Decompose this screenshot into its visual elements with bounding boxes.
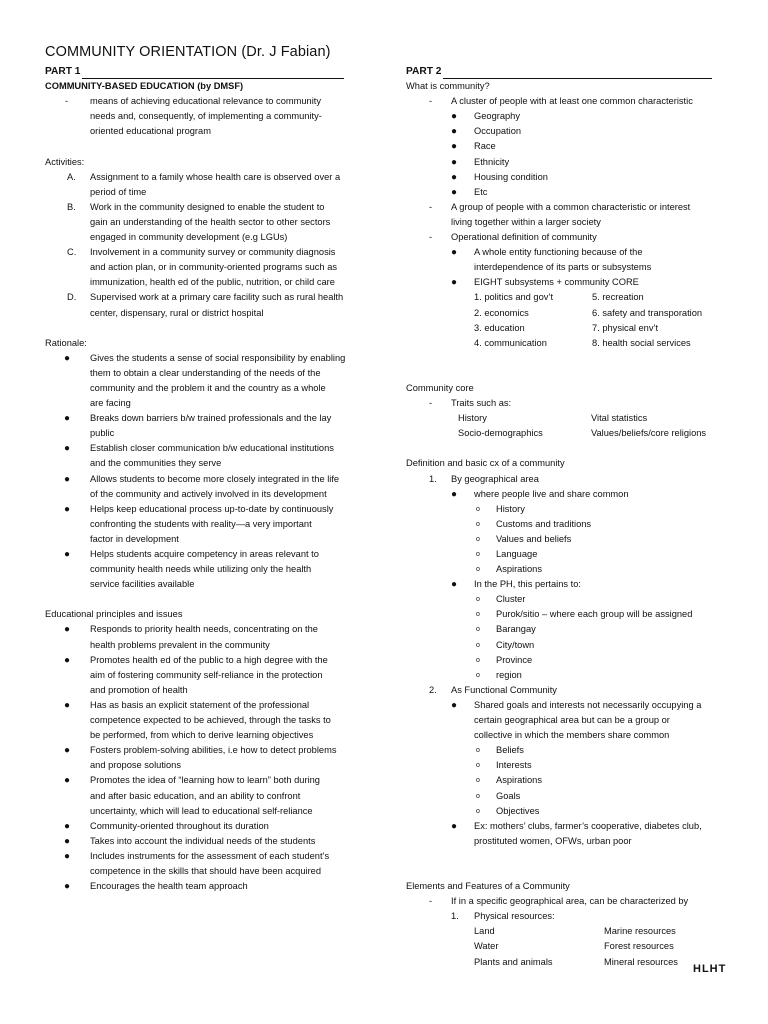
definition-label: Definition and basic cx of a community bbox=[406, 458, 565, 469]
geo-items-list bbox=[406, 502, 736, 577]
text-line: region bbox=[496, 669, 522, 680]
part1-rule bbox=[82, 69, 344, 79]
text-line: of the community and actively involved in its development bbox=[90, 488, 327, 499]
principle-item bbox=[45, 819, 365, 834]
characteristics-list bbox=[406, 109, 736, 200]
item-marker: o bbox=[476, 596, 480, 604]
text-line: aim of fostering community self-reliance in the protection bbox=[90, 669, 323, 680]
text-line: Goals bbox=[496, 790, 521, 801]
part1-column bbox=[45, 64, 365, 894]
text-line: Values and beliefs bbox=[496, 533, 572, 544]
text-line: Involvement in a community survey or community diagnosis bbox=[90, 247, 336, 258]
item-text bbox=[474, 155, 736, 170]
item-marker: B. bbox=[67, 201, 76, 212]
func-items-list bbox=[406, 743, 736, 818]
item-marker: ● bbox=[64, 352, 71, 364]
item-text bbox=[496, 607, 736, 622]
item-marker: o bbox=[476, 807, 480, 815]
item-text bbox=[474, 185, 736, 200]
func-bullet: ● Shared goals and interests not necessarily occupying a certain geographical area but can be a group or collective in which the members share common bbox=[406, 698, 736, 743]
item-marker: o bbox=[476, 777, 480, 785]
item-marker: ● bbox=[64, 745, 71, 757]
traits-grid bbox=[458, 411, 736, 441]
text-line: gain an understanding of the health sector to other sectors bbox=[90, 216, 331, 227]
part2-column bbox=[406, 64, 736, 970]
item-marker: o bbox=[476, 626, 480, 634]
subsystem-cell: 8. health social services bbox=[592, 337, 691, 348]
principle-item bbox=[45, 622, 365, 652]
text-line: and action plan, or in community-oriented programs such as bbox=[90, 262, 338, 273]
text-line: are facing bbox=[90, 398, 131, 409]
dash-marker: - bbox=[65, 96, 69, 107]
text-line: Promotes health ed of the public to a high degree with the bbox=[90, 654, 328, 665]
item-text bbox=[90, 547, 365, 592]
item-marker: ● bbox=[451, 126, 458, 138]
definition-item: - A group of people with a common characteristic or interest living together within a larger society bbox=[406, 200, 736, 230]
principle-item bbox=[45, 849, 365, 879]
physical-resources-item: 1. Physical resources: bbox=[451, 911, 555, 922]
subsystem-cell: 7. physical env’t bbox=[592, 322, 659, 333]
rationale-list bbox=[45, 351, 365, 593]
item-text bbox=[90, 200, 365, 245]
text-line: Etc bbox=[474, 186, 488, 197]
geo-subitem bbox=[406, 547, 736, 562]
trait-cell: Vital statistics bbox=[591, 413, 648, 424]
text-line: center, dispensary, rural or district hospital bbox=[90, 307, 264, 318]
text-line: living together within a larger society bbox=[451, 216, 601, 227]
item-text bbox=[90, 170, 365, 200]
text-line: Aspirations bbox=[496, 564, 542, 575]
item-text bbox=[474, 109, 736, 124]
rationale-item bbox=[45, 502, 365, 547]
item-marker: ● bbox=[64, 881, 71, 893]
item-marker: o bbox=[476, 671, 480, 679]
text-line: immunization, health ed of the public, nutrition, or child care bbox=[90, 277, 335, 288]
characteristic-item bbox=[406, 170, 736, 185]
item-text bbox=[90, 834, 365, 849]
activity-item bbox=[45, 200, 365, 245]
resource-cell: Plants and animals bbox=[474, 956, 553, 967]
item-text bbox=[90, 411, 365, 441]
item-text bbox=[496, 547, 736, 562]
item-marker: o bbox=[476, 520, 480, 528]
activities-label: Activities: bbox=[45, 156, 85, 167]
item-text bbox=[474, 170, 736, 185]
item-marker: ● bbox=[64, 654, 71, 666]
part2-rule bbox=[443, 69, 712, 79]
resource-cell: Water bbox=[474, 941, 499, 952]
item-marker: ● bbox=[64, 503, 71, 515]
text-line: and propose solutions bbox=[90, 760, 181, 771]
item-marker: ● bbox=[451, 141, 458, 153]
text-line: Establish closer communication b/w educational institutions bbox=[90, 443, 334, 454]
activity-item bbox=[45, 245, 365, 290]
item-text bbox=[90, 441, 365, 471]
definition-item: - Operational definition of community bbox=[429, 232, 597, 243]
principles-list bbox=[45, 622, 365, 894]
item-text bbox=[496, 562, 736, 577]
characteristic-item bbox=[406, 185, 736, 200]
trait-cell: Values/beliefs/core religions bbox=[591, 428, 707, 439]
text-line: service facilities available bbox=[90, 579, 195, 590]
item-text bbox=[474, 124, 736, 139]
footer-label: HLHT bbox=[693, 963, 727, 975]
item-marker: ● bbox=[451, 186, 458, 198]
subsystem-cell: 6. safety and transporation bbox=[592, 307, 703, 318]
text-line: Responds to priority health needs, concentrating on the bbox=[90, 624, 318, 635]
text-line: Customs and traditions bbox=[496, 518, 592, 529]
text-line: them to obtain a clear understanding of the needs of the bbox=[90, 367, 321, 378]
text-line: collective in which the members share common bbox=[474, 730, 670, 741]
item-marker: C. bbox=[67, 247, 77, 258]
resource-cell: Marine resources bbox=[604, 926, 676, 937]
text-line: Beliefs bbox=[496, 745, 524, 756]
text-line: competence in the skills that should have been acquired bbox=[90, 865, 322, 876]
community-question: What is community? bbox=[406, 81, 490, 92]
operational-item: ● EIGHT subsystems + community CORE bbox=[451, 277, 639, 289]
subsystem-cell: 1. politics and gov’t bbox=[474, 292, 554, 303]
subsystem-cell: 2. economics bbox=[474, 307, 529, 318]
item-text bbox=[90, 849, 365, 879]
item-text bbox=[496, 804, 736, 819]
text-line: engaged in community development (e.g LGUs) bbox=[90, 232, 288, 243]
text-line: competence expected to be achieved, through the tasks to bbox=[90, 715, 331, 726]
text-line: Barangay bbox=[496, 624, 536, 635]
text-line: Supervised work at a primary care facility such as rural health bbox=[90, 292, 344, 303]
text-line: Helps students acquire competency in areas relevant to bbox=[90, 549, 319, 559]
func-subitem bbox=[406, 789, 736, 804]
item-marker: ● bbox=[64, 775, 71, 787]
part1-subheading: COMMUNITY-BASED EDUCATION (by DMSF) bbox=[45, 81, 244, 92]
item-marker: ● bbox=[64, 624, 71, 636]
elements-item: - If in a specific geographical area, can be characterized by bbox=[429, 896, 689, 907]
func-item: 2. As Functional Community bbox=[429, 684, 557, 695]
characteristic-item bbox=[406, 124, 736, 139]
subsystem-cell: 3. education bbox=[474, 322, 525, 333]
text-line: confronting the students with reality—a very important bbox=[90, 518, 312, 529]
item-marker: ● bbox=[64, 835, 71, 847]
principle-item bbox=[45, 653, 365, 698]
text-line: Occupation bbox=[474, 126, 522, 137]
text-line: public bbox=[90, 428, 115, 439]
text-line: City/town bbox=[496, 639, 535, 650]
text-line: Has as basis an explicit statement of the professional bbox=[90, 699, 310, 710]
text-line: means of achieving educational relevance to community bbox=[90, 96, 322, 107]
geo-subitem bbox=[406, 638, 736, 653]
text-line: Fosters problem-solving abilities, i.e how to detect problems bbox=[90, 745, 337, 756]
geo-subitem bbox=[406, 622, 736, 637]
text-line: Includes instruments for the assessment of each student’s bbox=[90, 850, 330, 861]
subsystem-cell: 4. communication bbox=[474, 337, 547, 348]
item-marker: ● bbox=[64, 850, 71, 862]
part2-heading: PART 2 bbox=[406, 64, 736, 79]
item-text bbox=[496, 532, 736, 547]
item-marker: o bbox=[476, 566, 480, 574]
func-subitem bbox=[406, 773, 736, 788]
text-line: be performed, from which to derive learning objectives bbox=[90, 730, 314, 741]
item-text bbox=[496, 638, 736, 653]
rationale-item bbox=[45, 441, 365, 471]
text-line: Community-oriented throughout its duration bbox=[90, 820, 269, 831]
text-line: Breaks down barriers b/w trained professionals and the lay bbox=[90, 413, 332, 424]
resource-cell: Forest resources bbox=[604, 941, 674, 952]
text-line: Language bbox=[496, 549, 538, 559]
item-marker: o bbox=[476, 762, 480, 770]
geo-subitem bbox=[406, 653, 736, 668]
text-line: Purok/sitio – where each group will be assigned bbox=[496, 609, 693, 620]
item-marker: o bbox=[476, 611, 480, 619]
item-marker: ● bbox=[451, 111, 458, 123]
item-text bbox=[496, 592, 736, 607]
item-marker: o bbox=[476, 551, 480, 558]
text-line: Assignment to a family whose health care is observed over a bbox=[90, 171, 341, 182]
item-text bbox=[90, 743, 365, 773]
func-subitem bbox=[406, 758, 736, 773]
principle-item bbox=[45, 879, 365, 894]
text-line: health problems prevalent in the community bbox=[90, 639, 270, 650]
geo-subitem bbox=[406, 668, 736, 683]
item-text bbox=[496, 653, 736, 668]
activity-item bbox=[45, 290, 365, 320]
item-marker: o bbox=[476, 505, 480, 513]
text-line: community health needs while utilizing only the health bbox=[90, 564, 312, 575]
text-line: Housing condition bbox=[474, 171, 548, 182]
item-text bbox=[90, 773, 365, 818]
text-line: Shared goals and interests not necessarily occupying a bbox=[474, 699, 702, 710]
text-line: Interests bbox=[496, 760, 532, 771]
trait-cell: History bbox=[458, 413, 487, 424]
elements-label: Elements and Features of a Community bbox=[406, 881, 570, 892]
geo-subitem bbox=[406, 562, 736, 577]
item-marker: o bbox=[476, 747, 480, 755]
text-line: Encourages the health team approach bbox=[90, 881, 248, 892]
item-text bbox=[496, 789, 736, 804]
characteristic-item bbox=[406, 109, 736, 124]
item-text bbox=[496, 517, 736, 532]
item-text bbox=[474, 139, 736, 154]
text-line: Province bbox=[496, 654, 533, 665]
text-line: and promotion of health bbox=[90, 684, 188, 695]
item-marker: ● bbox=[64, 820, 71, 832]
trait-cell: Socio-demographics bbox=[458, 428, 543, 439]
principles-label: Educational principles and issues bbox=[45, 609, 183, 620]
principle-item bbox=[45, 698, 365, 743]
geo-item: 1. By geographical area bbox=[429, 473, 539, 484]
resource-cell: Mineral resources bbox=[604, 956, 678, 967]
principle-item bbox=[45, 834, 365, 849]
item-marker: A. bbox=[67, 171, 76, 182]
characteristic-item bbox=[406, 155, 736, 170]
text-line: Helps keep educational process up-to-date by continuously bbox=[90, 503, 334, 514]
item-marker: D. bbox=[67, 292, 77, 303]
definition-text bbox=[90, 94, 365, 139]
rationale-item bbox=[45, 547, 365, 592]
activity-item bbox=[45, 170, 365, 200]
principle-item bbox=[45, 773, 365, 818]
text-line: Cluster bbox=[496, 594, 526, 605]
text-line: factor in development bbox=[90, 533, 179, 544]
item-marker: ● bbox=[451, 171, 458, 183]
rationale-item bbox=[45, 351, 365, 411]
definition-item: - A cluster of people with at least one common characteristic bbox=[429, 96, 693, 107]
item-text bbox=[90, 351, 365, 411]
activities-list bbox=[45, 170, 365, 321]
item-marker: o bbox=[476, 792, 480, 800]
text-line: Takes into account the individual needs of the students bbox=[90, 835, 316, 846]
text-line: Ex: mothers’ clubs, farmer’s cooperative, diabetes club, bbox=[474, 820, 702, 831]
item-text bbox=[90, 819, 365, 834]
part1-heading: PART 1 bbox=[45, 64, 365, 79]
item-text bbox=[90, 653, 365, 698]
text-line: Aspirations bbox=[496, 775, 542, 786]
item-text bbox=[90, 698, 365, 743]
text-line: Promotes the idea of “learning how to learn” both during bbox=[90, 775, 320, 786]
item-text bbox=[496, 502, 736, 517]
text-line: and after basic education, and an ability to confront bbox=[90, 790, 301, 801]
subsystem-cell: 5. recreation bbox=[592, 292, 644, 303]
text-line: A whole entity functioning because of the bbox=[474, 247, 643, 258]
geo-subitem bbox=[406, 532, 736, 547]
rationale-label: Rationale: bbox=[45, 337, 87, 348]
item-text bbox=[496, 773, 736, 788]
item-marker: ● bbox=[64, 413, 71, 425]
definition-item bbox=[45, 94, 365, 139]
item-text bbox=[496, 743, 736, 758]
func-subitem bbox=[406, 804, 736, 819]
item-text bbox=[496, 622, 736, 637]
text-line: community and the problem it and the country as a whole bbox=[90, 382, 326, 393]
text-line: A group of people with a common characteristic or interest bbox=[451, 201, 691, 212]
text-line: Geography bbox=[474, 111, 520, 122]
item-text bbox=[90, 290, 365, 320]
item-marker: ● bbox=[64, 473, 71, 485]
text-line: Gives the students a sense of social responsibility by enabling bbox=[90, 352, 346, 363]
geo-bullet: ● In the PH, this pertains to: bbox=[451, 579, 581, 591]
text-line: oriented educational program bbox=[90, 126, 211, 137]
item-text bbox=[90, 879, 365, 894]
geo-subitem bbox=[406, 607, 736, 622]
rationale-item bbox=[45, 472, 365, 502]
geo-subitem bbox=[406, 517, 736, 532]
text-line: Work in the community designed to enable the student to bbox=[90, 201, 325, 212]
item-marker: ● bbox=[451, 156, 458, 168]
subsystems-grid bbox=[474, 290, 736, 350]
item-text bbox=[90, 472, 365, 502]
text-line: period of time bbox=[90, 186, 147, 197]
traits-item: - Traits such as: bbox=[429, 398, 512, 409]
item-marker: o bbox=[476, 641, 480, 649]
item-text bbox=[90, 502, 365, 547]
func-bullet: ● Ex: mothers’ clubs, farmer’s cooperative, diabetes club, prostituted women, OFWs, urban poor bbox=[406, 819, 736, 849]
text-line: uncertainty, which will lead to educational self-reliance bbox=[90, 805, 313, 816]
item-marker: o bbox=[476, 656, 480, 664]
text-line: Race bbox=[474, 141, 496, 152]
item-marker: o bbox=[476, 535, 480, 543]
text-line: History bbox=[496, 503, 525, 514]
text-line: certain geographical area but can be a group or bbox=[474, 715, 670, 726]
text-line: Objectives bbox=[496, 805, 540, 816]
item-marker: ● bbox=[64, 549, 71, 560]
item-marker: ● bbox=[64, 699, 71, 711]
operational-item: ● A whole entity functioning because of the interdependence of its parts or subsystems bbox=[406, 245, 736, 275]
item-text bbox=[496, 758, 736, 773]
text-line: and the communities they serve bbox=[90, 458, 222, 469]
text-line: needs and, consequently, of implementing a community- bbox=[90, 111, 322, 122]
geo-items-list bbox=[406, 592, 736, 683]
resource-cell: Land bbox=[474, 926, 495, 937]
rationale-item bbox=[45, 411, 365, 441]
text-line: interdependence of its parts or subsystems bbox=[474, 262, 652, 273]
geo-subitem bbox=[406, 592, 736, 607]
principle-item bbox=[45, 743, 365, 773]
core-label: Community core bbox=[406, 382, 474, 393]
geo-subitem bbox=[406, 502, 736, 517]
text-line: Allows students to become more closely integrated in the life bbox=[90, 473, 340, 484]
characteristic-item bbox=[406, 139, 736, 154]
item-text bbox=[496, 668, 736, 683]
geo-bullet: ● where people live and share common bbox=[451, 488, 629, 500]
document-title: COMMUNITY ORIENTATION (Dr. J Fabian) bbox=[45, 44, 331, 60]
item-text bbox=[90, 245, 365, 290]
item-text bbox=[90, 622, 365, 652]
func-subitem bbox=[406, 743, 736, 758]
text-line: prostituted women, OFWs, urban poor bbox=[474, 835, 632, 846]
item-marker: ● bbox=[64, 443, 71, 455]
text-line: Ethnicity bbox=[474, 156, 510, 167]
